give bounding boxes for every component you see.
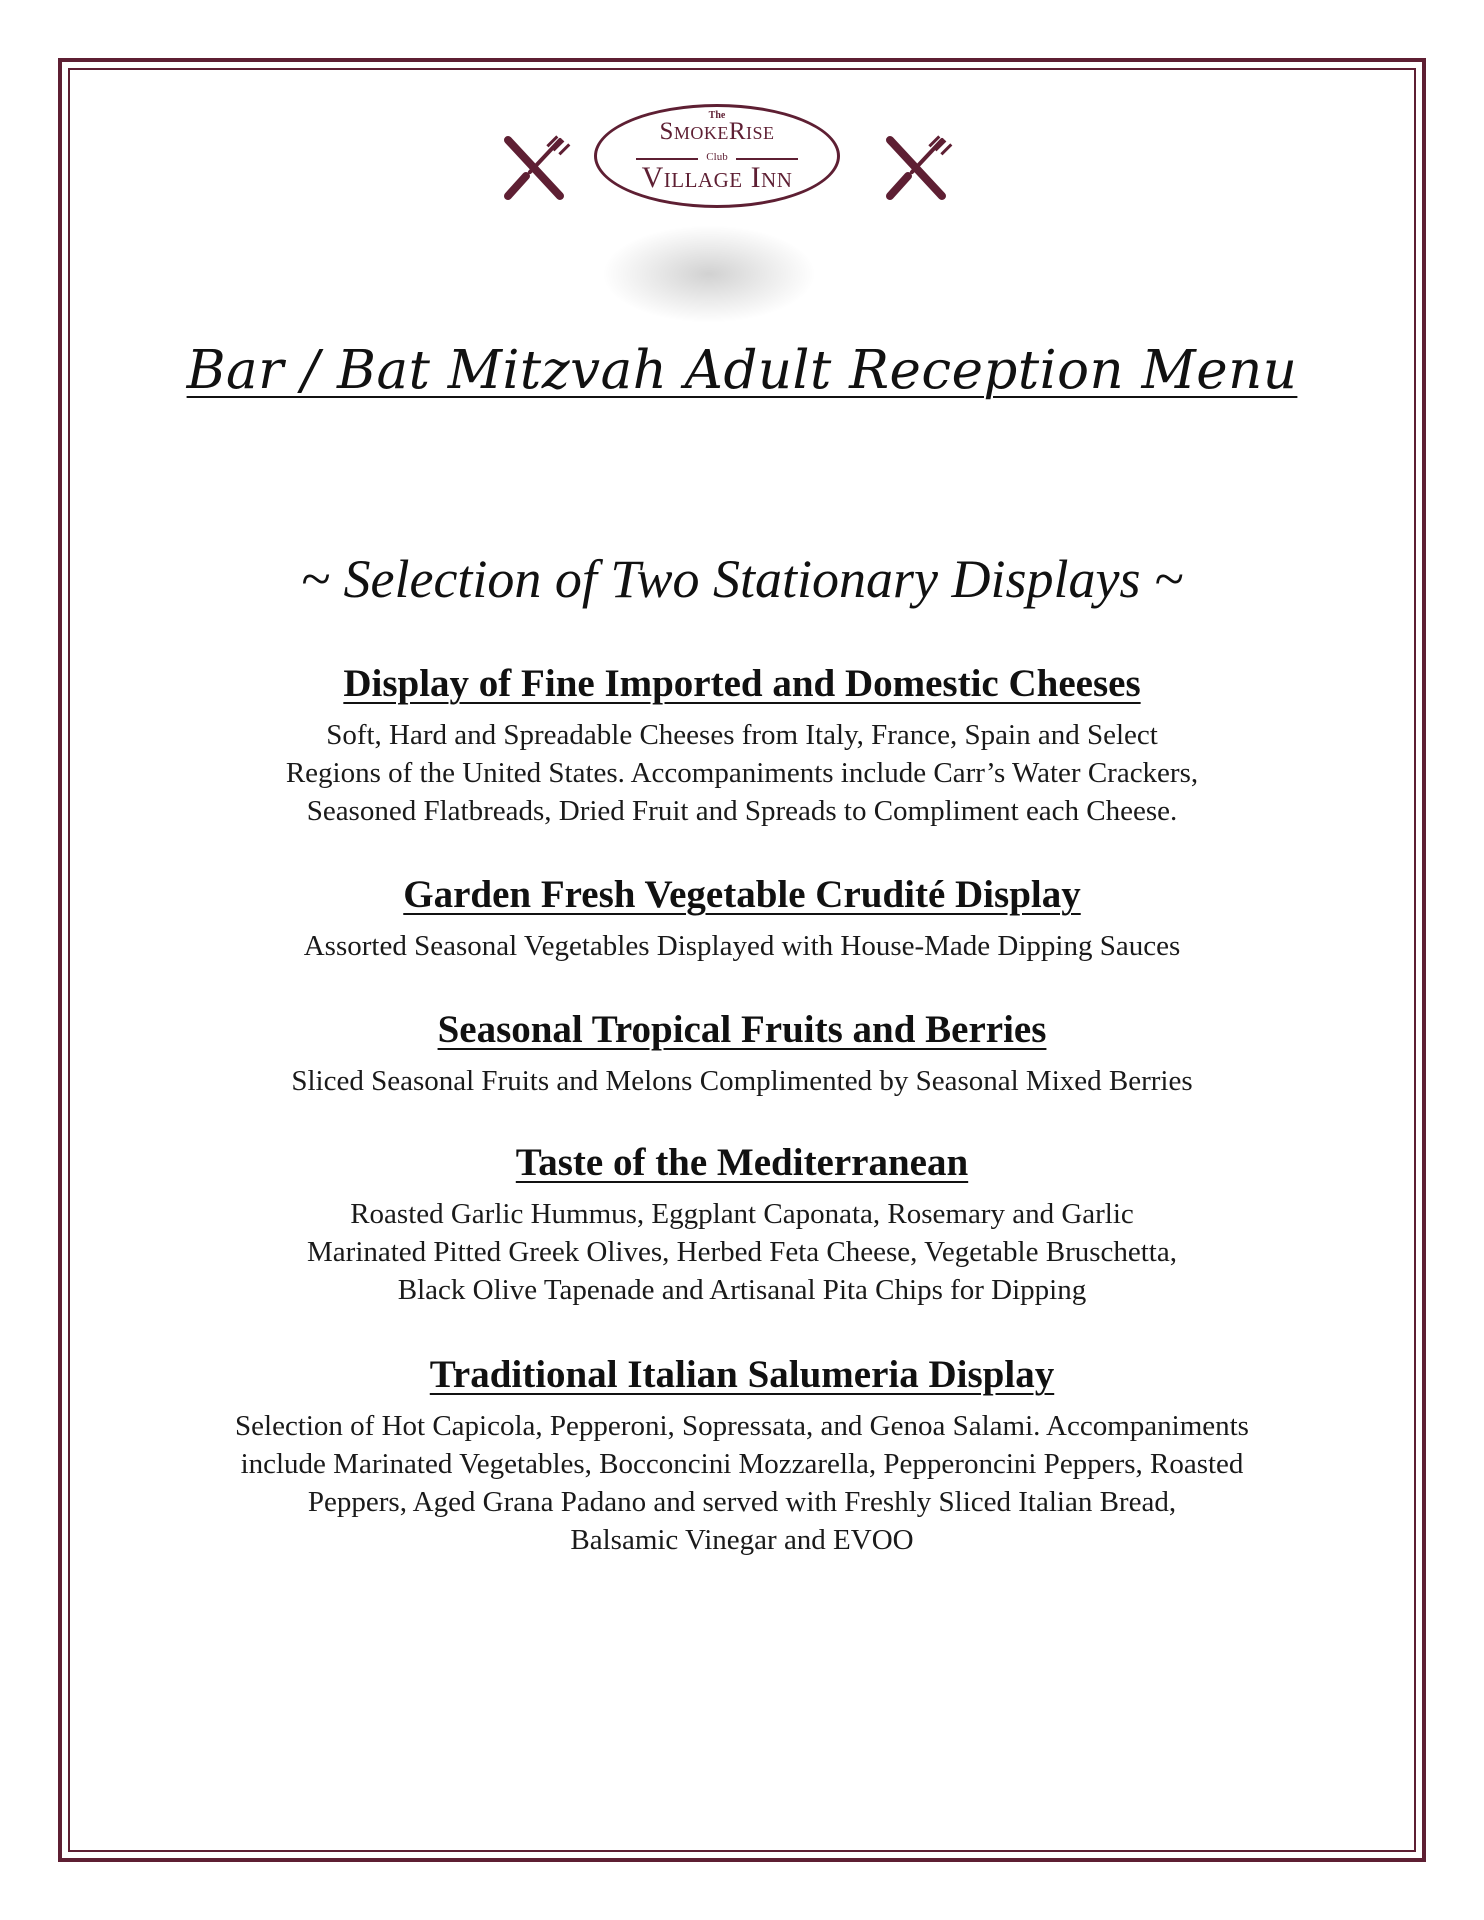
section-description xyxy=(80,1407,1404,1559)
description-line: Selection of Hot Capicola, Pepperoni, Sopressata, and Genoa Salami. Accompaniments xyxy=(235,1410,1249,1442)
description-line: Assorted Seasonal Vegetables Displayed with House-Made Dipping Sauces xyxy=(303,930,1181,962)
section-description xyxy=(80,927,1404,965)
logo-club: Club xyxy=(706,151,728,163)
logo-village-inn: Village Inn xyxy=(641,161,793,194)
club-logo xyxy=(594,104,840,214)
section-description xyxy=(80,1195,1404,1309)
logo-shadow xyxy=(604,226,814,322)
page-subtitle: ~ Selection of Two Stationary Displays ~ xyxy=(300,549,1184,609)
description-line: Marinated Pitted Greek Olives, Herbed Feta Cheese, Vegetable Bruschetta, xyxy=(307,1236,1177,1268)
description-line: Seasoned Flatbreads, Dried Fruit and Spreads to Compliment each Cheese. xyxy=(306,795,1178,827)
description-line: Peppers, Aged Grana Padano and served with Freshly Sliced Italian Bread, xyxy=(307,1486,1177,1518)
description-line: Balsamic Vinegar and EVOO xyxy=(570,1524,914,1556)
logo-divider-right xyxy=(736,158,798,160)
description-line: include Marinated Vegetables, Bocconcini Mozzarella, Pepperoncini Peppers, Roasted xyxy=(240,1448,1244,1480)
section-heading: Garden Fresh Vegetable Crudité Display xyxy=(403,873,1081,916)
section-heading: Seasonal Tropical Fruits and Berries xyxy=(437,1008,1047,1051)
menu-section-salumeria xyxy=(80,1353,1404,1559)
section-heading: Taste of the Mediterranean xyxy=(515,1141,969,1184)
section-heading: Display of Fine Imported and Domestic Cheeses xyxy=(343,662,1141,705)
section-heading: Traditional Italian Salumeria Display xyxy=(429,1353,1055,1396)
logo-smokerise: SmokeRise xyxy=(659,118,775,145)
description-line: Regions of the United States. Accompaniments include Carr’s Water Crackers, xyxy=(285,757,1199,789)
description-line: Soft, Hard and Spreadable Cheeses from Italy, France, Spain and Select xyxy=(326,719,1158,751)
page-title: Bar / Bat Mitzvah Adult Reception Menu xyxy=(186,340,1298,401)
menu-section-crudite xyxy=(80,873,1404,965)
menu-section-mediterranean xyxy=(80,1141,1404,1309)
section-description xyxy=(80,716,1404,830)
description-line: Roasted Garlic Hummus, Eggplant Caponata, Rosemary and Garlic xyxy=(350,1198,1134,1230)
fork-knife-icon xyxy=(496,130,572,206)
section-description xyxy=(80,1062,1404,1100)
description-line: Black Olive Tapenade and Artisanal Pita Chips for Dipping xyxy=(397,1274,1087,1306)
description-line: Sliced Seasonal Fruits and Melons Complimented by Seasonal Mixed Berries xyxy=(291,1065,1193,1097)
fork-knife-icon xyxy=(878,130,954,206)
menu-section-fruits xyxy=(80,1008,1404,1100)
logo-the: The xyxy=(708,110,726,121)
menu-section-cheeses xyxy=(80,662,1404,830)
